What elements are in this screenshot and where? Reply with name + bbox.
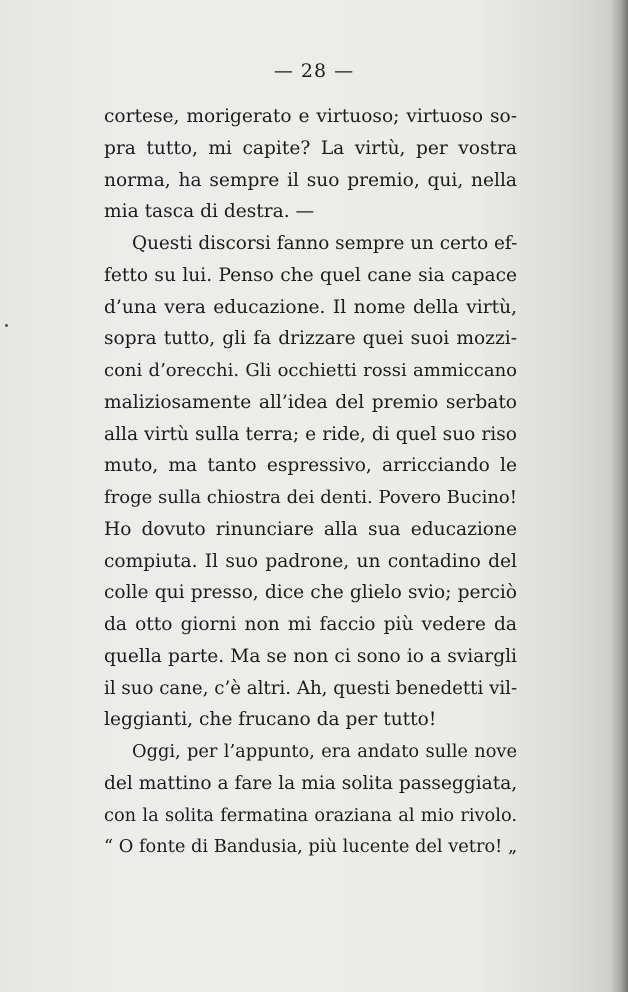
body-text <box>104 101 517 863</box>
text-line: con la solita fermatina oraziana al mio rivolo. <box>104 804 517 826</box>
text-line: cortese, morigerato e virtuoso; virtuoso so- <box>104 106 517 127</box>
text-line: compiuta. Il suo padrone, un contadino del <box>104 550 517 572</box>
text-line: “ O fonte di Bandusia, più lucente del vetro! „ <box>104 836 518 858</box>
text-line: pra tutto, mi capite? La virtù, per vostra <box>104 137 517 159</box>
text-line: Oggi, per l’appunto, era andato sulle nove <box>132 741 517 762</box>
page-number: — 28 — <box>273 60 355 82</box>
ink-speck <box>5 324 8 327</box>
text-line: quella parte. Ma se non ci sono io a sviargli <box>104 645 517 667</box>
text-line: colle qui presso, dice che glielo svio; perciò <box>104 582 517 604</box>
text-line: mia tasca di destra. — <box>104 201 315 223</box>
text-line: alla virtù sulla terra; e ride, di quel suo riso <box>104 423 517 445</box>
text-line: il suo cane, c’è altri. Ah, questi benedetti vil- <box>104 677 518 699</box>
text-line: leggianti, che frucano da per tutto! <box>104 709 437 731</box>
text-line: del mattino a fare la mia solita passeggiata, <box>104 772 518 794</box>
text-line: Questi discorsi fanno sempre un certo ef- <box>132 233 518 254</box>
page-gutter-shadow <box>610 0 628 992</box>
text-line: Ho dovuto rinunciare alla sua educazione <box>104 518 517 540</box>
text-line: maliziosamente all’idea del premio serbato <box>104 391 517 413</box>
text-line: sopra tutto, gli fa drizzare quei suoi mozzi- <box>104 328 517 350</box>
text-line: da otto giorni non mi faccio più vedere da <box>104 614 517 635</box>
text-line: froge sulla chiostra dei denti. Povero Bucino! <box>104 487 517 508</box>
text-line: d’una vera educazione. Il nome della virtù, <box>104 296 517 318</box>
text-line: fetto su lui. Penso che quel cane sia capace <box>104 264 517 286</box>
text-line: muto, ma tanto espressivo, arricciando le <box>104 455 517 477</box>
text-line: coni d’orecchi. Gli occhietti rossi ammiccano <box>104 360 517 381</box>
text-line: norma, ha sempre il suo premio, qui, nella <box>104 169 517 191</box>
